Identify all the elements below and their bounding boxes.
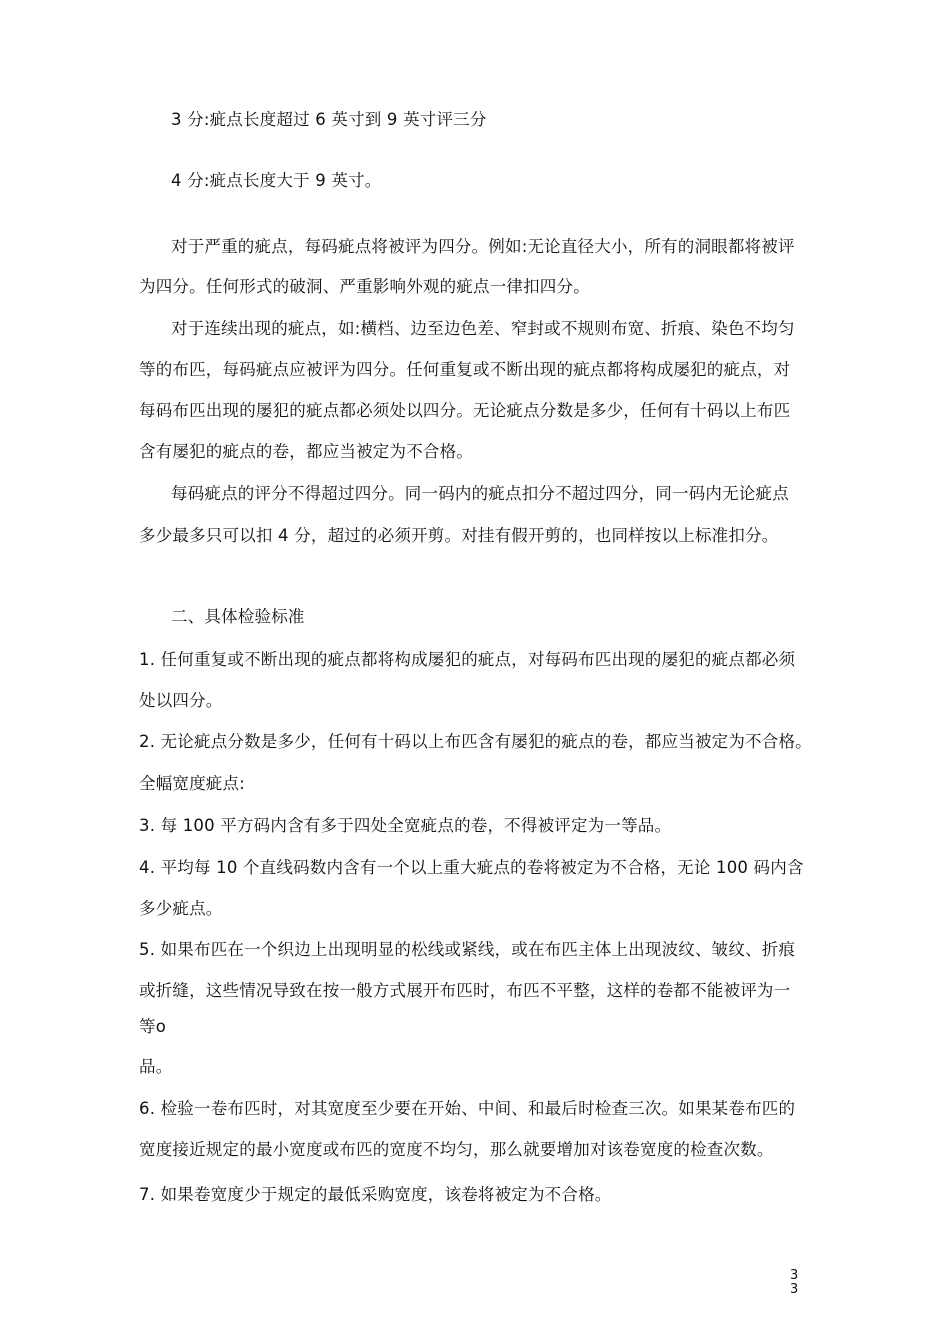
text-line: 等o (139, 1017, 166, 1036)
list-item: 2. 无论疵点分数是多少，任何有十码以上布匹含有屡犯的疵点的卷，都应当被定为不合格。 (139, 732, 812, 751)
text-line: 或折缝，这些情况导致在按一般方式展开布匹时，布匹不平整，这样的卷都不能被评为一 (139, 981, 791, 1000)
text-line: 为四分。任何形式的破洞、严重影响外观的疵点一律扣四分。 (139, 277, 590, 296)
text-line: 宽度接近规定的最小宽度或布匹的宽度不均匀，那么就要增加对该卷宽度的检查次数。 (139, 1140, 774, 1159)
section-heading: 二、具体检验标准 (171, 607, 305, 626)
list-item: 5. 如果布匹在一个织边上出现明显的松线或紧线，或在布匹主体上出现波纹、皱纹、折痕 (139, 940, 796, 959)
text-line: 对于严重的疵点，每码疵点将被评为四分。例如:无论直径大小，所有的洞眼都将被评 (171, 237, 795, 256)
list-item: 6. 检验一卷布匹时，对其宽度至少要在开始、中间、和最后时检查三次。如果某卷布匹的 (139, 1099, 796, 1118)
text-line: 每码疵点的评分不得超过四分。同一码内的疵点扣分不超过四分，同一码内无论疵点 (171, 484, 789, 503)
text-line: 品。 (139, 1057, 173, 1076)
text-line: 对于连续出现的疵点，如:横档、边至边色差、窄封或不规则布宽、折痕、染色不均匀 (171, 319, 795, 338)
text-line: 全幅宽度疵点: (139, 774, 245, 793)
text-line: 含有屡犯的疵点的卷，都应当被定为不合格。 (139, 442, 473, 461)
list-item: 4. 平均每 10 个直线码数内含有一个以上重大疵点的卷将被定为不合格，无论 100 码内含 (139, 858, 804, 877)
list-item: 3. 每 100 平方码内含有多于四处全宽疵点的卷，不得被评定为一等品。 (139, 816, 672, 835)
page-number: 3 (790, 1268, 799, 1283)
list-item: 7. 如果卷宽度少于规定的最低采购宽度，该卷将被定为不合格。 (139, 1185, 612, 1204)
text-line: 每码布匹出现的屡犯的疵点都必须处以四分。无论疵点分数是多少，任何有十码以上布匹 (139, 401, 791, 420)
text-line: 等的布匹，每码疵点应被评为四分。任何重复或不断出现的疵点都将构成屡犯的疵点，对 (139, 360, 791, 379)
text-line: 3 分:疵点长度超过 6 英寸到 9 英寸评三分 (171, 110, 487, 129)
text-line: 多少最多只可以扣 4 分，超过的必须开剪。对挂有假开剪的，也同样按以上标准扣分。 (139, 526, 779, 545)
text-line: 处以四分。 (139, 691, 223, 710)
list-item: 1. 任何重复或不断出现的疵点都将构成屡犯的疵点，对每码布匹出现的屡犯的疵点都必须 (139, 650, 796, 669)
text-line: 多少疵点。 (139, 899, 223, 918)
text-line: 4 分:疵点长度大于 9 英寸。 (171, 171, 382, 190)
page-number: 3 (790, 1282, 799, 1297)
